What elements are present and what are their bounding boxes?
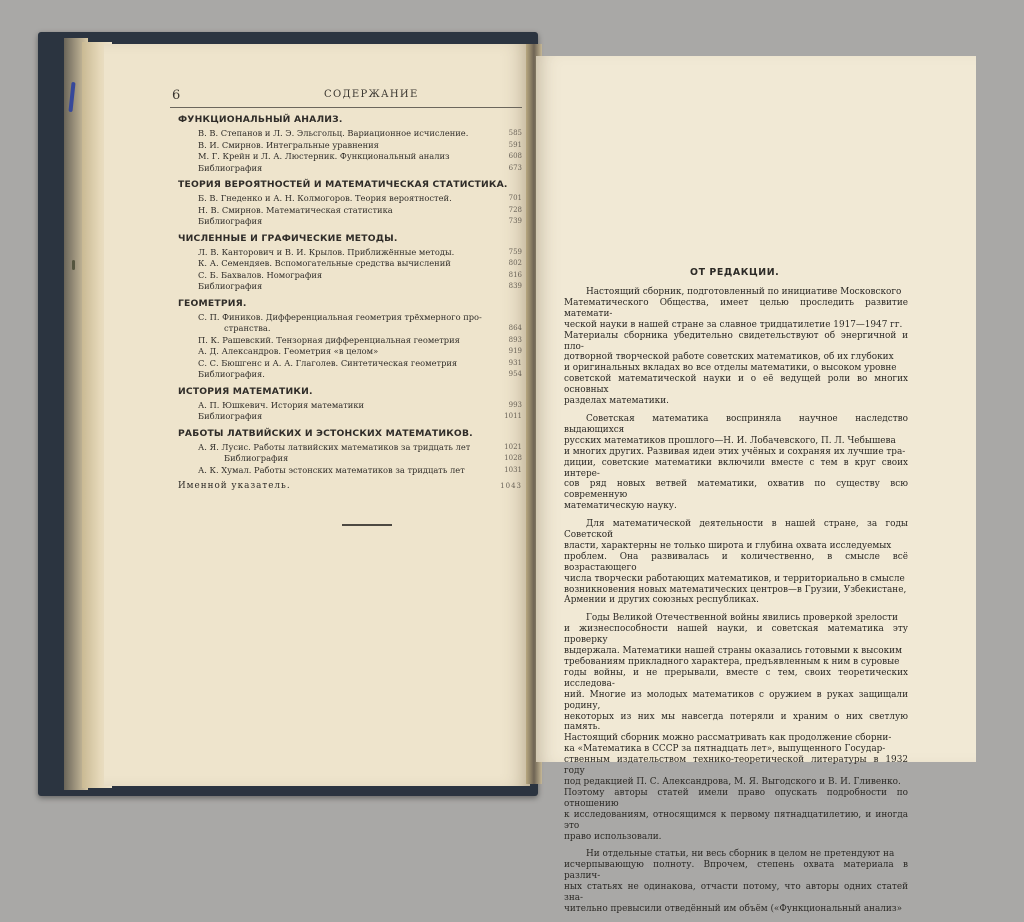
toc-entry-page: 1028 — [504, 454, 522, 462]
editorial-text — [564, 287, 908, 922]
toc-entry-text: Б. В. Гнеденко и А. Н. Колмогоров. Теория вероятностей. — [198, 193, 452, 203]
toc-entry — [178, 280, 522, 292]
toc-entry-text: странства. — [224, 323, 271, 333]
toc-entry — [178, 464, 522, 476]
toc-entry-page: 919 — [508, 347, 522, 355]
toc-entry-page: 591 — [508, 140, 522, 149]
toc-entry-page: 864 — [508, 324, 522, 332]
toc-section-title: ИСТОРИЯ МАТЕМАТИКИ. — [178, 385, 313, 397]
toc-entry-page: 585 — [508, 129, 522, 137]
toc-entry-page: 893 — [508, 335, 522, 344]
left-page-header — [172, 88, 524, 104]
header-title: СОДЕРЖАНИЕ — [324, 89, 419, 100]
toc-entry-page: 802 — [508, 259, 522, 267]
editorial-paragraph: Советская математика восприняла научное наследство выдающихся русских математиков прошлого—Н. И. Лобачевского, П. Л. Чебышева и многих других. Развивая идеи этих учёных и сохраняя их лучшие тра- диции, советские математики включили вместе с тем в круг своих интере- сов ряд новых ветвей математики, охватив по существу всю современную математическую науку. — [564, 413, 908, 512]
toc-entry-page: 608 — [508, 152, 522, 160]
toc-entry — [178, 322, 522, 334]
toc-entry — [178, 311, 522, 323]
toc-entry-text: В. И. Смирнов. Интегральные уравнения — [198, 139, 379, 150]
toc-section-title: ТЕОРИЯ ВЕРОЯТНОСТЕЙ И МАТЕМАТИЧЕСКАЯ СТАТИСТИКА. — [178, 179, 508, 190]
toc-entry — [178, 215, 522, 227]
toc-entry-page: 759 — [508, 247, 522, 256]
toc-entry — [178, 334, 522, 346]
toc-entry-text: А. Я. Лусис. Работы латвийских математиков за тридцать лет — [198, 441, 471, 452]
toc-entry-text: Библиография — [198, 216, 263, 226]
toc-entry — [178, 246, 522, 258]
toc-entry-text: В. В. Степанов и Л. Э. Эльсгольц. Вариационное исчисление. — [198, 128, 469, 138]
toc-entry — [178, 150, 522, 162]
toc-entry-text: Библиография — [224, 453, 289, 463]
toc-entry-text: М. Г. Крейн и Л. А. Люстерник. Функциональный анализ — [198, 151, 450, 161]
toc-entry-text: С. П. Фиников. Дифференциальная геометрия трёхмерного про- — [198, 311, 482, 322]
toc-entry — [178, 139, 522, 151]
toc-entry-text: С. Б. Бахвалов. Номография — [198, 269, 323, 280]
toc-entry-page: 993 — [508, 400, 522, 409]
toc-entry — [178, 399, 522, 411]
toc-entry — [178, 127, 522, 139]
toc-entry-page: 701 — [508, 194, 522, 202]
editorial-paragraph: Годы Великой Отечественной войны явились проверкой зрелости и жизнеспособности нашей науки, и советская математика эту проверку выдержала. Математики нашей страны оказались готовыми к высоким требованиям прикладного характера, предъявленным к ним в суровые годы войны, и не прерывали, вместе с тем, своих теоретических исследова- ний. Многие из молодых математиков с оружием в руках защищали родину, некоторых из них мы навсегда потеряли и храним о них светлую память. Настоящий сборник можно рассматривать как продолжение сборни- ка «Математика в СССР за пятнадцать лет», выпущенного Государ- ственным издательством технико-теоретической литературы в 1932 году под редакцией П. С. Александрова, М. Я. Выгодского и В. И. Гливенко. Поэтому авторы статей имели право опускать подробности по отношению к исследованиям, относящимся к первому пятнадцатилетию, и иногда это право использовали. — [564, 613, 908, 842]
toc-entry-page: 954 — [508, 370, 522, 378]
toc-entry — [178, 452, 522, 464]
editorial-paragraph: Настоящий сборник, подготовленный по инициативе Московского Математического Общества, имеет целью проследить развитие математи- ческой науки в нашей стране за славное тридцатилетие 1917—1947 гг. Материалы сборника убедительно свидетельствуют об энергичной и пло- дотворной творческой работе советских математиков, об их глубоких и оригинальных вкладах во все отделы математики, о высоком уровне советской математической науки и о её ведущей роли во многих основных разделах математики. — [564, 287, 908, 407]
toc-entry — [178, 368, 522, 380]
toc-entry-page: 839 — [508, 282, 522, 290]
toc-section-title: ФУНКЦИОНАЛЬНЫЙ АНАЛИЗ. — [178, 114, 343, 125]
toc-entry-text: С. С. Бюшгенс и А. А. Глаголев. Синтетическая геометрия — [198, 357, 458, 368]
toc-entry — [178, 441, 522, 453]
toc-section-title: РАБОТЫ ЛАТВИЙСКИХ И ЭСТОНСКИХ МАТЕМАТИКОВ. — [178, 427, 473, 439]
toc-entry-page: 728 — [508, 205, 522, 214]
toc-entry-text: П. К. Рашевский. Тензорная дифференциальная геометрия — [198, 334, 460, 345]
toc-entry-text: А. Д. Александров. Геометрия «в целом» — [198, 346, 379, 356]
toc-entry-page: 1021 — [504, 442, 522, 451]
name-index-text: Именной указатель. — [178, 481, 291, 491]
toc-entry — [178, 204, 522, 216]
toc-entry-page: 1031 — [504, 465, 522, 474]
toc-entry — [178, 192, 522, 204]
table-of-contents — [178, 114, 522, 492]
toc-entry-text: А. К. Хумал. Работы эстонских математиков за тридцать лет — [198, 464, 465, 475]
toc-entry — [178, 162, 522, 174]
toc-section-title: ЧИСЛЕННЫЕ И ГРАФИЧЕСКИЕ МЕТОДЫ. — [178, 232, 398, 244]
toc-entry-page: 816 — [508, 270, 522, 279]
toc-entry-text: Н. В. Смирнов. Математическая статистика — [198, 204, 393, 215]
toc-section-title: ГЕОМЕТРИЯ. — [178, 297, 247, 309]
ink-dot — [72, 260, 75, 270]
name-index-page: 1043 — [500, 482, 522, 490]
toc-entry — [178, 269, 522, 281]
toc-entry-text: Библиография — [198, 162, 263, 173]
toc-entry-page: 739 — [508, 217, 522, 225]
toc-entry — [178, 357, 522, 369]
editorial-paragraph: Для математической деятельности в нашей стране, за годы Советской власти, характерны не только широта и глубина охвата исследуемых проблем. Она развивалась и количественно, в смысле всё возрастающего числа творчески работающих математиков, и территориально в смысле возникновения новых математических центров—в Грузии, Узбекистане, Армении и других союзных республиках. — [564, 519, 908, 606]
toc-entry — [178, 345, 522, 357]
toc-entry — [178, 410, 522, 422]
toc-entry-page: 673 — [508, 163, 522, 172]
toc-entry-text: Библиография. — [198, 369, 265, 379]
toc-entry-text: Библиография — [198, 281, 263, 291]
toc-entry-text: К. А. Семендяев. Вспомогательные средства вычислений — [198, 258, 451, 268]
toc-entry-text: Библиография — [198, 411, 263, 421]
page-number: 6 — [172, 88, 181, 103]
toc-entry-text: Л. В. Канторович и В. И. Крылов. Приближённые методы. — [198, 246, 455, 257]
toc-entry-page: 931 — [508, 358, 522, 367]
header-rule — [170, 107, 522, 108]
toc-entry — [178, 257, 522, 269]
editorial-title: ОТ РЕДАКЦИИ. — [690, 267, 780, 278]
name-index-entry — [178, 480, 522, 492]
end-rule — [342, 524, 392, 526]
toc-entry-page: 1011 — [504, 412, 522, 420]
editorial-paragraph: Ни отдельные статьи, ни весь сборник в целом не претендуют на исчерпывающую полноту. Впрочем, степень охвата материала в различ- ных статьях не одинакова, отчасти потому, что авторы одних статей зна- чительно превысили отведённый им объём («Функциональный анализ» — [564, 849, 908, 914]
toc-entry-text: А. П. Юшкевич. История математики — [198, 399, 365, 410]
